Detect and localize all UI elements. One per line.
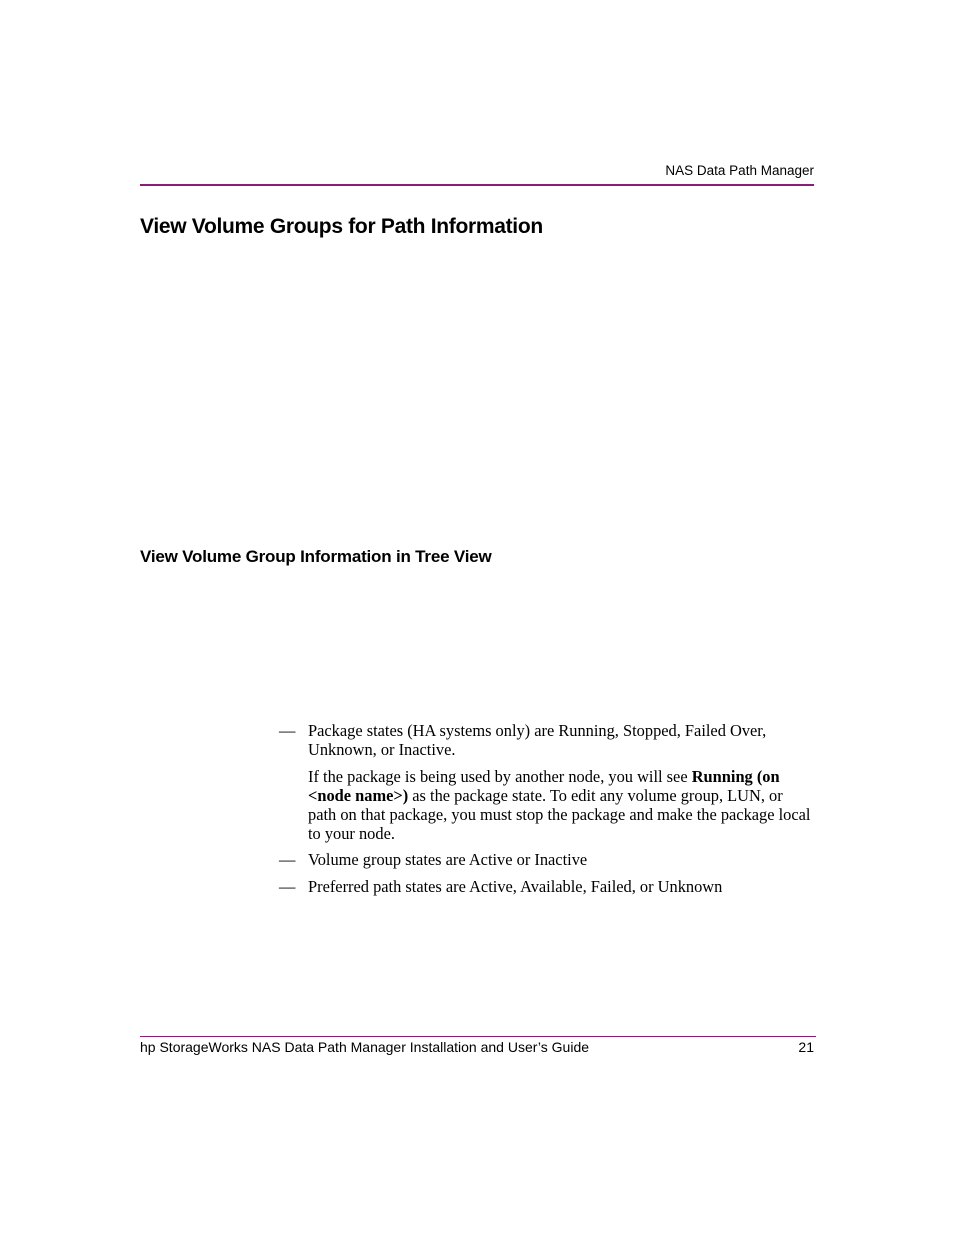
dash-bullet: — bbox=[279, 721, 296, 740]
followup-text-before: If the package is being used by another node, you will see bbox=[308, 767, 692, 786]
section-heading: View Volume Groups for Path Information bbox=[140, 215, 543, 238]
state-list bbox=[279, 721, 814, 896]
list-item bbox=[279, 721, 814, 843]
followup-text-after: as the package state. To edit any volume group, LUN, or path on that package, you must stop the package and make the package local to your node. bbox=[308, 786, 811, 843]
dash-bullet: — bbox=[279, 877, 296, 896]
list-item bbox=[279, 850, 814, 869]
list-item-text: Volume group states are Active or Inactive bbox=[308, 850, 588, 869]
list-item-text: Preferred path states are Active, Available, Failed, or Unknown bbox=[308, 877, 723, 896]
list-item bbox=[279, 877, 814, 896]
footer-rule bbox=[140, 1036, 816, 1037]
page-number: 21 bbox=[798, 1039, 814, 1055]
footer-book-title: hp StorageWorks NAS Data Path Manager Installation and User’s Guide bbox=[140, 1039, 590, 1055]
list-item-followup bbox=[308, 767, 814, 843]
header-rule bbox=[140, 184, 814, 186]
followup-bold-text: Running (on <node name>) bbox=[308, 767, 780, 805]
list-item-text: Package states (HA systems only) are Running, Stopped, Failed Over, Unknown, or Inactive. bbox=[308, 721, 767, 759]
dash-bullet: — bbox=[279, 850, 296, 869]
running-header: NAS Data Path Manager bbox=[665, 163, 814, 178]
subsection-heading: View Volume Group Information in Tree View bbox=[140, 547, 492, 566]
